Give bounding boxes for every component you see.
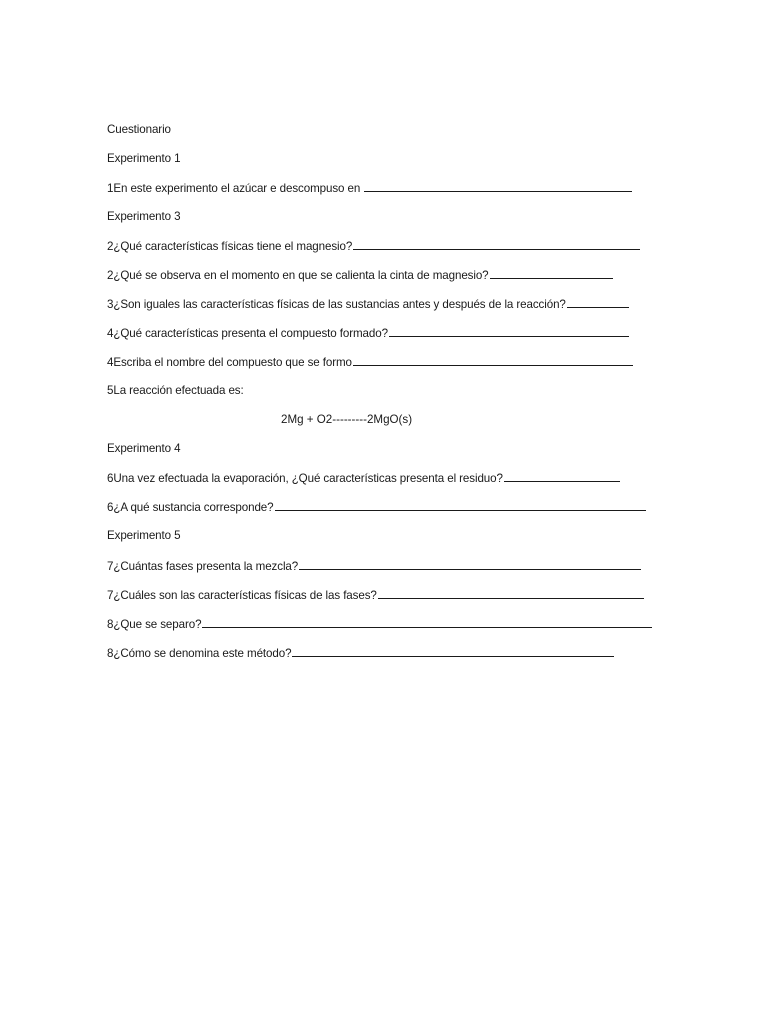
answer-blank[interactable]: [504, 471, 620, 482]
question-7a: [107, 559, 641, 574]
question-5: 5La reacción efectuada es:: [107, 384, 244, 397]
section-heading-experimento-3: Experimento 3: [107, 210, 181, 223]
answer-blank[interactable]: [364, 181, 632, 192]
question-4a: [107, 326, 629, 341]
question-text: 2¿Qué características físicas tiene el magnesio?: [107, 240, 353, 253]
question-text: 3¿Son iguales las características físicas de las sustancias antes y después de la reacción?: [107, 298, 566, 311]
section-heading-experimento-4: Experimento 4: [107, 442, 181, 455]
answer-blank[interactable]: [299, 559, 641, 570]
document-title: Cuestionario: [107, 123, 171, 136]
question-2b: [107, 268, 613, 283]
answer-blank[interactable]: [202, 617, 652, 628]
answer-blank[interactable]: [389, 326, 629, 337]
question-text: 6¿A qué sustancia corresponde?: [107, 501, 274, 514]
answer-blank[interactable]: [490, 268, 613, 279]
question-text: 8¿Que se separo?: [107, 618, 202, 631]
answer-blank[interactable]: [275, 500, 646, 511]
question-6a: [107, 471, 620, 486]
question-text: 8¿Cómo se denomina este método?: [107, 647, 292, 660]
question-text: 4Escriba el nombre del compuesto que se formo: [107, 356, 352, 369]
question-8a: [107, 617, 652, 632]
question-text: 4¿Qué características presenta el compuesto formado?: [107, 327, 388, 340]
question-text: 7¿Cuáles son las características físicas de las fases?: [107, 589, 377, 602]
question-7b: [107, 588, 644, 603]
question-text: 2¿Qué se observa en el momento en que se calienta la cinta de magnesio?: [107, 269, 489, 282]
question-6b: [107, 500, 646, 515]
question-text: 7¿Cuántas fases presenta la mezcla?: [107, 560, 299, 573]
question-3: [107, 297, 629, 312]
section-heading-experimento-1: Experimento 1: [107, 152, 181, 165]
chemical-equation: 2Mg + O2---------2MgO(s): [281, 413, 413, 426]
answer-blank[interactable]: [353, 239, 640, 250]
answer-blank[interactable]: [378, 588, 644, 599]
question-1: [107, 181, 632, 196]
question-text: 6Una vez efectuada la evaporación, ¿Qué características presenta el residuo?: [107, 472, 503, 485]
answer-blank[interactable]: [292, 646, 614, 657]
question-4b: [107, 355, 633, 370]
section-heading-experimento-5: Experimento 5: [107, 529, 181, 542]
answer-blank[interactable]: [353, 355, 633, 366]
question-2a: [107, 239, 640, 254]
answer-blank[interactable]: [567, 297, 629, 308]
question-8b: [107, 646, 614, 661]
question-text: 1En este experimento el azúcar e descompuso en: [107, 182, 364, 195]
